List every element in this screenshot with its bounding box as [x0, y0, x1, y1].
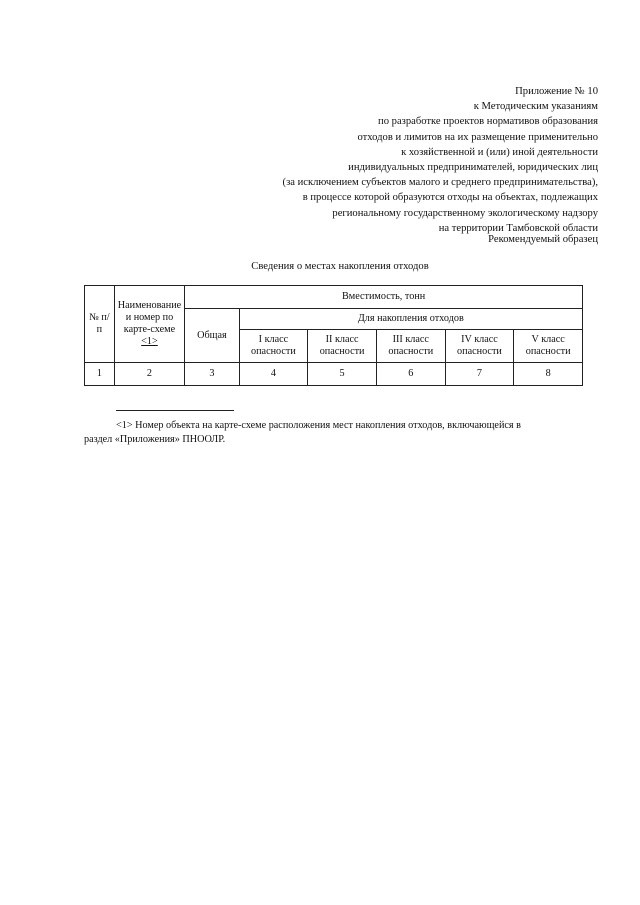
header-line: в процессе которой образуются отходы на объектах, подлежащих: [302, 192, 598, 204]
header-cell-capacity: Вместимость, тонн: [185, 286, 583, 309]
column-number-cell: 2: [114, 363, 184, 386]
column-number-cell: 8: [514, 363, 583, 386]
column-number-cell: 4: [239, 363, 308, 386]
waste-storage-table: [84, 285, 583, 386]
column-number-cell: 7: [445, 363, 514, 386]
header-line: к Методическим указаниям: [473, 101, 598, 113]
header-cell-name: [114, 286, 184, 363]
header-line: по разработке проектов нормативов образования: [378, 116, 598, 128]
header-line: (за исключением субъектов малого и среднего предпринимательства),: [282, 177, 598, 189]
table-row: [85, 363, 583, 386]
column-number-cell: 5: [308, 363, 377, 386]
header-cell-class: IV класс опасности: [445, 330, 514, 363]
column-number-cell: 1: [85, 363, 115, 386]
header-line: региональному государственному экологическому надзору: [332, 207, 598, 219]
header-cell-class: I класс опасности: [239, 330, 308, 363]
header-line: Приложение № 10: [515, 86, 598, 97]
footnote-ref: <1>: [141, 336, 158, 347]
table-header-row: [85, 286, 583, 309]
recommended-sample-label: Рекомендуемый образец: [488, 234, 598, 245]
header-cell-total: Общая: [185, 309, 239, 363]
header-cell-name-text: Наименование и номер по карте-схеме: [117, 300, 182, 335]
appendix-header: [178, 84, 598, 236]
header-cell-for-storage: Для накопления отходов: [239, 309, 582, 330]
header-cell-class: III класс опасности: [376, 330, 445, 363]
footnote: [84, 419, 596, 446]
header-line: отходов и лимитов на их размещение применительно: [357, 131, 598, 143]
document-title: Сведения о местах накопления отходов: [251, 261, 429, 272]
footnote-text-end: раздел «Приложения» ПНООЛР.: [84, 433, 226, 445]
column-number-cell: 3: [185, 363, 239, 386]
header-cell-class: V класс опасности: [514, 330, 583, 363]
header-cell-number: № п/п: [85, 286, 115, 363]
header-cell-class: II класс опасности: [308, 330, 377, 363]
header-line: к хозяйственной и (или) иной деятельности: [401, 146, 598, 158]
footnote-divider: [116, 410, 234, 411]
header-line: на территории Тамбовской области: [438, 222, 598, 234]
column-number-cell: 6: [376, 363, 445, 386]
header-line: индивидуальных предпринимателей, юридических лиц: [348, 162, 598, 174]
footnote-text: <1> Номер объекта на карте-схеме расположения мест накопления отходов, включающейся в: [116, 420, 521, 431]
